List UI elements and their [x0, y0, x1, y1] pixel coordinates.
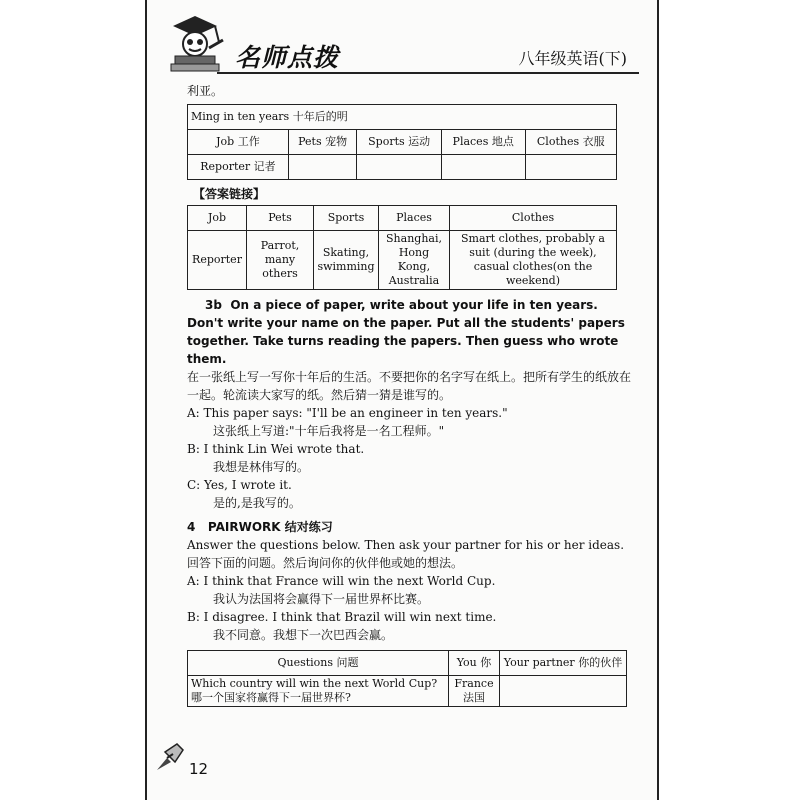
section-title: PAIRWORK 结对练习 [207, 520, 333, 534]
question-cn: 哪一个国家将赢得下一届世界杯? [191, 691, 351, 704]
section-label: 4 [187, 520, 196, 534]
table-cell: Shanghai, Hong Kong, Australia [379, 231, 450, 290]
question-en: Which country will win the next World Cup? [191, 677, 438, 690]
table-row [188, 130, 617, 155]
pushpin-icon [153, 740, 187, 774]
page-number: 12 [189, 760, 209, 778]
you-cell [449, 676, 500, 707]
table-row [188, 105, 617, 130]
table-header-cell: Sports 运动 [357, 130, 442, 155]
table-header-cell: Job [188, 206, 247, 231]
header-divider [217, 72, 639, 74]
table-cell [525, 155, 617, 180]
answer-link-heading: 【答案链接】 [193, 187, 266, 201]
section-4-translation: 回答下面的问题。然后询问你的伙伴他或她的想法。 [187, 556, 464, 570]
table-header-cell: Questions 问题 [188, 651, 449, 676]
partner-cell [500, 676, 627, 707]
dialogue-line-en: B: I disagree. I think that Brazil will win next time. [187, 610, 497, 624]
table-cell [441, 155, 525, 180]
table-header-cell: Places [379, 206, 450, 231]
table-row [188, 676, 627, 707]
table-cell: Parrot, many others [247, 231, 314, 290]
dialogue-line-cn: 这张纸上写道:"十年后我将是一名工程师。" [213, 424, 445, 438]
dialogue-line-en: C: Yes, I wrote it. [187, 478, 292, 492]
page-content [187, 82, 637, 707]
dialogue-line-cn: 是的,是我写的。 [213, 496, 301, 510]
table-header-cell: Pets [247, 206, 314, 231]
section-3b [187, 296, 637, 512]
section-4-instruction: Answer the questions below. Then ask your partner for his or her ideas. [187, 538, 625, 552]
dialogue-line-en: B: I think Lin Wei wrote that. [187, 442, 365, 456]
section-3b-instruction [187, 296, 637, 368]
table-cell: Smart clothes, probably a suit (during the week), casual clothes(on the weekend) [450, 231, 617, 290]
you-answer-cn: 法国 [463, 691, 485, 704]
table-header-cell: Pets 宠物 [288, 130, 357, 155]
dialogue-line-en: A: This paper says: "I'll be an engineer in ten years." [187, 406, 508, 420]
section-3b-translation: 在一张纸上写一写你十年后的生活。不要把你的名字写在纸上。把所有学生的纸放在一起。轮流读大家写的纸。然后猜一猜是谁写的。 [187, 370, 632, 402]
table-header-cell: Job 工作 [188, 130, 289, 155]
ming-table [187, 104, 617, 180]
table-cell [288, 155, 357, 180]
dialogue-line-cn: 我想是林伟写的。 [213, 460, 310, 474]
page-header [147, 0, 657, 80]
table-title: Ming in ten years 十年后的明 [188, 105, 617, 130]
table-header-cell: Clothes 衣服 [525, 130, 617, 155]
table-header-cell: Sports [314, 206, 379, 231]
brand-title: 名师点拨 [235, 43, 340, 72]
table-header-cell: Places 地点 [441, 130, 525, 155]
table-cell: Skating, swimming [314, 231, 379, 290]
table-cell: Reporter 记者 [188, 155, 289, 180]
section-label: 3b [205, 298, 222, 312]
instruction-text: On a piece of paper, write about your life in ten years. Don't write your name on the paper. Put all the students' papers together. Take turns reading the papers. Then guess who wrote them. [187, 298, 625, 366]
section-4-heading [187, 518, 637, 536]
dialogue-line-cn: 我不同意。我想下一次巴西会赢。 [213, 628, 394, 642]
table-header-cell: Clothes [450, 206, 617, 231]
table-row [188, 206, 617, 231]
table-header-cell: Your partner 你的伙伴 [500, 651, 627, 676]
intro-text: 利亚。 [187, 84, 224, 98]
dialogue-line-en: A: I think that France will win the next World Cup. [187, 574, 496, 588]
scholar-mascot-icon [165, 12, 225, 74]
book-page [145, 0, 659, 800]
question-cell [188, 676, 449, 707]
table-cell [357, 155, 442, 180]
you-answer-en: France [454, 677, 494, 690]
grade-subject: 八年级英语(下) [518, 49, 627, 68]
table-row [188, 231, 617, 290]
table-cell: Reporter [188, 231, 247, 290]
questions-table [187, 650, 627, 707]
answer-table [187, 205, 617, 290]
section-4 [187, 518, 637, 644]
dialogue-line-cn: 我认为法国将会赢得下一届世界杯比赛。 [213, 592, 430, 606]
table-row [188, 155, 617, 180]
table-row [188, 651, 627, 676]
table-header-cell: You 你 [449, 651, 500, 676]
